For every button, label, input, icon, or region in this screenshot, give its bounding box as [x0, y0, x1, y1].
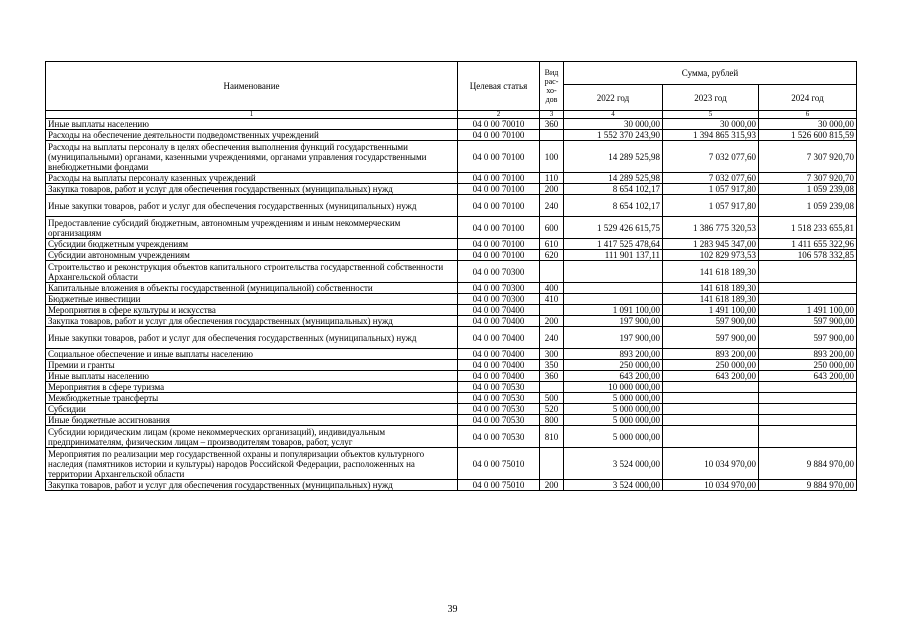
row-amount-2022-cell: 8 654 102,17	[564, 195, 663, 217]
column-number: 3	[540, 111, 564, 119]
row-name-cell: Закупка товаров, работ и услуг для обеспечения государственных (муниципальных) нужд	[46, 184, 458, 195]
budget-table	[45, 61, 857, 491]
row-name-cell: Предоставление субсидий бюджетным, автономным учреждениям и иным некоммерческим организациям	[46, 217, 458, 239]
row-target-article-cell: 04 0 00 70100	[458, 141, 540, 173]
row-target-article-cell: 04 0 00 70010	[458, 119, 540, 130]
header-target-article: Целевая статья	[458, 62, 540, 111]
table-row	[46, 382, 857, 393]
table-row	[46, 294, 857, 305]
row-name-cell: Субсидии юридическим лицам (кроме некоммерческих организаций), индивидуальным предпринимателям, физическим лицам – производителям товаров, работ, услуг	[46, 426, 458, 448]
table-row	[46, 250, 857, 261]
row-target-article-cell: 04 0 00 70530	[458, 393, 540, 404]
row-target-article-cell: 04 0 00 70300	[458, 283, 540, 294]
row-amount-2024-cell	[759, 404, 857, 415]
row-amount-2022-cell	[564, 261, 663, 283]
row-target-article-cell: 04 0 00 70100	[458, 239, 540, 250]
row-expense-type-cell: 600	[540, 217, 564, 239]
row-expense-type-cell: 200	[540, 480, 564, 491]
row-name-cell: Капитальные вложения в объекты государственной (муниципальной) собственности	[46, 283, 458, 294]
row-name-cell: Межбюджетные трансферты	[46, 393, 458, 404]
column-number: 5	[663, 111, 759, 119]
row-amount-2022-cell: 5 000 000,00	[564, 393, 663, 404]
row-name-cell: Иные бюджетные ассигнования	[46, 415, 458, 426]
row-name-cell: Мероприятия в сфере туризма	[46, 382, 458, 393]
row-expense-type-cell: 200	[540, 184, 564, 195]
row-amount-2022-cell: 5 000 000,00	[564, 426, 663, 448]
table-row	[46, 217, 857, 239]
table-row	[46, 327, 857, 349]
row-name-cell: Субсидии бюджетным учреждениям	[46, 239, 458, 250]
row-expense-type-cell: 810	[540, 426, 564, 448]
row-amount-2023-cell	[663, 426, 759, 448]
row-amount-2023-cell: 10 034 970,00	[663, 480, 759, 491]
row-amount-2023-cell: 7 032 077,60	[663, 173, 759, 184]
row-target-article-cell: 04 0 00 70400	[458, 360, 540, 371]
page-number: 39	[447, 604, 458, 615]
row-target-article-cell: 04 0 00 70300	[458, 261, 540, 283]
row-amount-2022-cell: 643 200,00	[564, 371, 663, 382]
column-number: 4	[564, 111, 663, 119]
row-amount-2022-cell: 3 524 000,00	[564, 448, 663, 480]
row-expense-type-cell: 240	[540, 195, 564, 217]
row-expense-type-cell: 300	[540, 349, 564, 360]
row-expense-type-cell	[540, 130, 564, 141]
table-row	[46, 195, 857, 217]
table-row	[46, 119, 857, 130]
row-amount-2024-cell	[759, 294, 857, 305]
row-name-cell: Социальное обеспечение и иные выплаты населению	[46, 349, 458, 360]
row-target-article-cell: 04 0 00 70100	[458, 173, 540, 184]
row-name-cell: Закупка товаров, работ и услуг для обеспечения государственных (муниципальных) нужд	[46, 480, 458, 491]
table-row	[46, 184, 857, 195]
row-name-cell: Расходы на выплаты персоналу казенных учреждений	[46, 173, 458, 184]
table-row	[46, 130, 857, 141]
table-row	[46, 480, 857, 491]
row-target-article-cell: 04 0 00 70530	[458, 404, 540, 415]
row-amount-2022-cell: 14 289 525,98	[564, 173, 663, 184]
table-row	[46, 316, 857, 327]
header-name: Наименование	[46, 62, 458, 111]
row-expense-type-cell: 200	[540, 316, 564, 327]
row-amount-2022-cell	[564, 283, 663, 294]
row-amount-2024-cell: 1 518 233 655,81	[759, 217, 857, 239]
row-amount-2024-cell: 893 200,00	[759, 349, 857, 360]
row-target-article-cell: 04 0 00 70100	[458, 195, 540, 217]
row-target-article-cell: 04 0 00 70400	[458, 371, 540, 382]
row-name-cell: Мероприятия в сфере культуры и искусства	[46, 305, 458, 316]
header-sum: Сумма, рублей	[564, 62, 857, 85]
row-expense-type-cell: 620	[540, 250, 564, 261]
row-amount-2022-cell: 1 552 370 243,90	[564, 130, 663, 141]
row-amount-2023-cell: 597 900,00	[663, 316, 759, 327]
row-amount-2024-cell	[759, 426, 857, 448]
table-row	[46, 448, 857, 480]
row-expense-type-cell: 100	[540, 141, 564, 173]
row-expense-type-cell: 520	[540, 404, 564, 415]
row-amount-2023-cell	[663, 415, 759, 426]
row-amount-2022-cell: 5 000 000,00	[564, 404, 663, 415]
table-row	[46, 360, 857, 371]
header-year-2022: 2022 год	[564, 85, 663, 111]
row-amount-2024-cell: 597 900,00	[759, 316, 857, 327]
row-amount-2023-cell: 250 000,00	[663, 360, 759, 371]
row-amount-2023-cell: 597 900,00	[663, 327, 759, 349]
table-row	[46, 283, 857, 294]
row-name-cell: Расходы на обеспечение деятельности подведомственных учреждений	[46, 130, 458, 141]
row-expense-type-cell	[540, 448, 564, 480]
row-amount-2023-cell: 7 032 077,60	[663, 141, 759, 173]
row-amount-2022-cell: 14 289 525,98	[564, 141, 663, 173]
row-amount-2023-cell: 141 618 189,30	[663, 283, 759, 294]
row-expense-type-cell: 400	[540, 283, 564, 294]
row-target-article-cell: 04 0 00 75010	[458, 448, 540, 480]
row-amount-2023-cell: 1 283 945 347,00	[663, 239, 759, 250]
column-number: 2	[458, 111, 540, 119]
row-name-cell: Субсидии автономным учреждениям	[46, 250, 458, 261]
row-amount-2022-cell: 111 901 137,11	[564, 250, 663, 261]
table-row	[46, 349, 857, 360]
row-expense-type-cell: 800	[540, 415, 564, 426]
row-amount-2023-cell: 1 491 100,00	[663, 305, 759, 316]
row-target-article-cell: 04 0 00 75010	[458, 480, 540, 491]
row-name-cell: Расходы на выплаты персоналу в целях обеспечения выполнения функций государственными (муниципальными) органами, казенными учреждениями, органами управления государственными внебюджетными фондами	[46, 141, 458, 173]
row-expense-type-cell	[540, 305, 564, 316]
row-target-article-cell: 04 0 00 70100	[458, 217, 540, 239]
row-amount-2023-cell: 141 618 189,30	[663, 261, 759, 283]
row-amount-2024-cell	[759, 283, 857, 294]
header-year-2023: 2023 год	[663, 85, 759, 111]
row-name-cell: Мероприятия по реализации мер государственной охраны и популяризации объектов культурного наследия (памятников истории и культуры) народов Российской Федерации, расположенных на территории Архангельской области	[46, 448, 458, 480]
row-expense-type-cell: 500	[540, 393, 564, 404]
row-amount-2022-cell: 5 000 000,00	[564, 415, 663, 426]
row-amount-2024-cell: 1 526 600 815,59	[759, 130, 857, 141]
row-amount-2024-cell: 106 578 332,85	[759, 250, 857, 261]
table-row	[46, 261, 857, 283]
row-amount-2024-cell	[759, 393, 857, 404]
row-amount-2024-cell: 1 059 239,08	[759, 184, 857, 195]
column-number: 1	[46, 111, 458, 119]
row-target-article-cell: 04 0 00 70100	[458, 130, 540, 141]
row-amount-2024-cell: 30 000,00	[759, 119, 857, 130]
row-name-cell: Иные закупки товаров, работ и услуг для обеспечения государственных (муниципальных) нужд	[46, 327, 458, 349]
row-name-cell: Иные закупки товаров, работ и услуг для обеспечения государственных (муниципальных) нужд	[46, 195, 458, 217]
row-amount-2023-cell: 102 829 973,53	[663, 250, 759, 261]
row-amount-2022-cell: 1 091 100,00	[564, 305, 663, 316]
row-expense-type-cell: 240	[540, 327, 564, 349]
table-row	[46, 305, 857, 316]
row-target-article-cell: 04 0 00 70530	[458, 426, 540, 448]
row-name-cell: Закупка товаров, работ и услуг для обеспечения государственных (муниципальных) нужд	[46, 316, 458, 327]
row-amount-2024-cell	[759, 415, 857, 426]
header-expense-type: Вид рас-хо-дов	[540, 62, 564, 111]
row-amount-2022-cell: 197 900,00	[564, 327, 663, 349]
row-amount-2024-cell: 597 900,00	[759, 327, 857, 349]
row-amount-2023-cell: 1 386 775 320,53	[663, 217, 759, 239]
row-name-cell: Строительство и реконструкция объектов капитального строительства государственной собственности Архангельской области	[46, 261, 458, 283]
row-amount-2022-cell: 197 900,00	[564, 316, 663, 327]
row-expense-type-cell: 360	[540, 371, 564, 382]
row-amount-2022-cell: 893 200,00	[564, 349, 663, 360]
row-amount-2022-cell: 8 654 102,17	[564, 184, 663, 195]
row-expense-type-cell: 350	[540, 360, 564, 371]
row-amount-2023-cell: 30 000,00	[663, 119, 759, 130]
row-target-article-cell: 04 0 00 70530	[458, 415, 540, 426]
row-name-cell: Бюджетные инвестиции	[46, 294, 458, 305]
row-amount-2024-cell: 250 000,00	[759, 360, 857, 371]
row-amount-2022-cell: 1 417 525 478,64	[564, 239, 663, 250]
table-row	[46, 371, 857, 382]
row-expense-type-cell: 610	[540, 239, 564, 250]
table-row	[46, 404, 857, 415]
row-amount-2023-cell	[663, 382, 759, 393]
column-number-row	[46, 111, 857, 119]
row-name-cell: Иные выплаты населению	[46, 371, 458, 382]
row-amount-2024-cell: 1 491 100,00	[759, 305, 857, 316]
table-row	[46, 141, 857, 173]
row-name-cell: Иные выплаты населению	[46, 119, 458, 130]
table-row	[46, 239, 857, 250]
row-expense-type-cell	[540, 382, 564, 393]
row-amount-2024-cell: 1 411 655 322,96	[759, 239, 857, 250]
table-row	[46, 415, 857, 426]
row-target-article-cell: 04 0 00 70100	[458, 250, 540, 261]
row-expense-type-cell: 110	[540, 173, 564, 184]
row-amount-2024-cell: 9 884 970,00	[759, 448, 857, 480]
row-expense-type-cell: 360	[540, 119, 564, 130]
table-row	[46, 173, 857, 184]
row-amount-2023-cell: 643 200,00	[663, 371, 759, 382]
row-amount-2024-cell	[759, 261, 857, 283]
row-amount-2023-cell: 1 394 865 315,93	[663, 130, 759, 141]
header-year-2024: 2024 год	[759, 85, 857, 111]
row-amount-2023-cell: 10 034 970,00	[663, 448, 759, 480]
row-expense-type-cell	[540, 261, 564, 283]
table-row	[46, 426, 857, 448]
row-name-cell: Субсидии	[46, 404, 458, 415]
row-amount-2022-cell: 3 524 000,00	[564, 480, 663, 491]
row-target-article-cell: 04 0 00 70300	[458, 294, 540, 305]
row-target-article-cell: 04 0 00 70100	[458, 184, 540, 195]
table-row	[46, 393, 857, 404]
row-expense-type-cell: 410	[540, 294, 564, 305]
row-amount-2024-cell: 7 307 920,70	[759, 173, 857, 184]
row-amount-2022-cell: 1 529 426 615,75	[564, 217, 663, 239]
row-name-cell: Премии и гранты	[46, 360, 458, 371]
row-amount-2024-cell: 9 884 970,00	[759, 480, 857, 491]
row-target-article-cell: 04 0 00 70530	[458, 382, 540, 393]
row-amount-2023-cell: 1 057 917,80	[663, 184, 759, 195]
row-amount-2024-cell: 643 200,00	[759, 371, 857, 382]
row-amount-2023-cell: 1 057 917,80	[663, 195, 759, 217]
row-amount-2024-cell: 7 307 920,70	[759, 141, 857, 173]
row-target-article-cell: 04 0 00 70400	[458, 327, 540, 349]
row-amount-2023-cell: 893 200,00	[663, 349, 759, 360]
row-amount-2023-cell	[663, 393, 759, 404]
row-amount-2024-cell	[759, 382, 857, 393]
row-amount-2024-cell: 1 059 239,08	[759, 195, 857, 217]
row-amount-2023-cell: 141 618 189,30	[663, 294, 759, 305]
row-amount-2023-cell	[663, 404, 759, 415]
row-target-article-cell: 04 0 00 70400	[458, 305, 540, 316]
row-amount-2022-cell	[564, 294, 663, 305]
row-target-article-cell: 04 0 00 70400	[458, 349, 540, 360]
row-amount-2022-cell: 250 000,00	[564, 360, 663, 371]
row-amount-2022-cell: 30 000,00	[564, 119, 663, 130]
row-target-article-cell: 04 0 00 70400	[458, 316, 540, 327]
column-number: 6	[759, 111, 857, 119]
row-amount-2022-cell: 10 000 000,00	[564, 382, 663, 393]
